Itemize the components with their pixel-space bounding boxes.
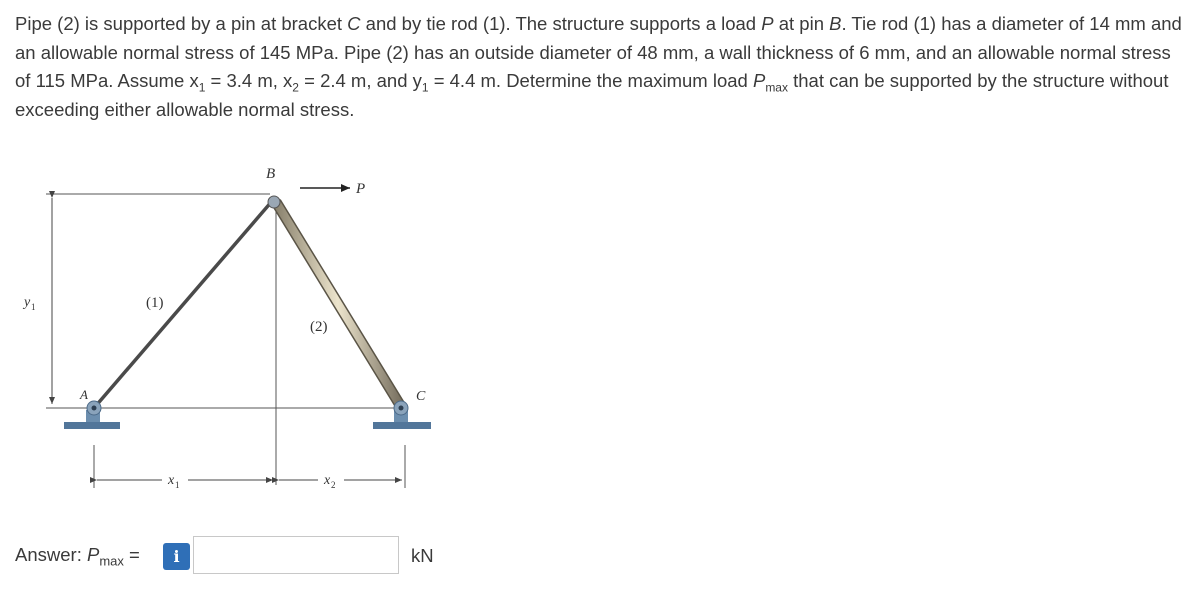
problem-text: = 2.4 m, and y: [298, 70, 422, 91]
problem-var-B: B: [829, 13, 842, 34]
problem-text: . Tie rod (1) has a diameter of 14 mm and an allowable normal stress of 145 MPa. Pipe (2) has an outside diameter of 48 mm, a wall thickness of 6 mm, and an allowable normal stress of 115 MPa. Assume x: [15, 13, 1182, 91]
problem-text: = 4.4 m. Determine the maximum load: [428, 70, 753, 91]
tie-rod-1: [94, 200, 273, 408]
problem-subscript: 1: [421, 80, 429, 95]
label-y1-sub: 1: [31, 302, 36, 312]
pipe-2: [276, 202, 400, 405]
problem-var-Pmax: P: [752, 70, 766, 91]
problem-var-C: C: [347, 13, 361, 34]
problem-statement: [15, 10, 1190, 124]
answer-prefix: Answer:: [15, 544, 87, 565]
structure-diagram: [0, 150, 480, 500]
problem-var-P: P: [761, 13, 774, 34]
problem-text: that can be supported by the structure without exceeding either allowable normal stress.: [15, 70, 1169, 120]
label-C: C: [416, 389, 426, 404]
problem-subscript: 2: [292, 80, 299, 95]
support-C: [373, 401, 431, 429]
pin-B: [268, 196, 280, 208]
problem-text: = 3.4 m, x: [205, 70, 293, 91]
answer-equals: =: [123, 544, 140, 565]
problem-text: and by tie rod (1). The structure supports a load: [360, 13, 762, 34]
label-x2-sub: 2: [331, 480, 336, 490]
info-icon[interactable]: i: [163, 543, 190, 570]
label-x1: x: [168, 473, 175, 488]
answer-var-sub: max: [99, 553, 124, 569]
label-x2: x: [324, 473, 331, 488]
label-B: B: [266, 166, 276, 182]
problem-subscript: max: [765, 80, 788, 95]
problem-subscript: 1: [198, 80, 206, 95]
label-A: A: [80, 387, 88, 402]
label-pipe-2: (2): [310, 319, 328, 335]
support-A: [64, 401, 120, 429]
answer-label: [15, 544, 140, 569]
problem-text: at pin: [773, 13, 830, 34]
unit-label: kN: [411, 545, 434, 566]
answer-row: [15, 535, 475, 577]
problem-text: Pipe (2) is supported by a pin at bracket: [15, 13, 348, 34]
x-dimensions: [94, 445, 405, 490]
label-x1-sub: 1: [175, 480, 180, 490]
label-rod-1: (1): [146, 295, 164, 311]
label-P: P: [356, 181, 366, 197]
answer-input[interactable]: [193, 536, 399, 574]
answer-var-P: P: [86, 544, 100, 565]
label-y1: y: [24, 295, 31, 310]
